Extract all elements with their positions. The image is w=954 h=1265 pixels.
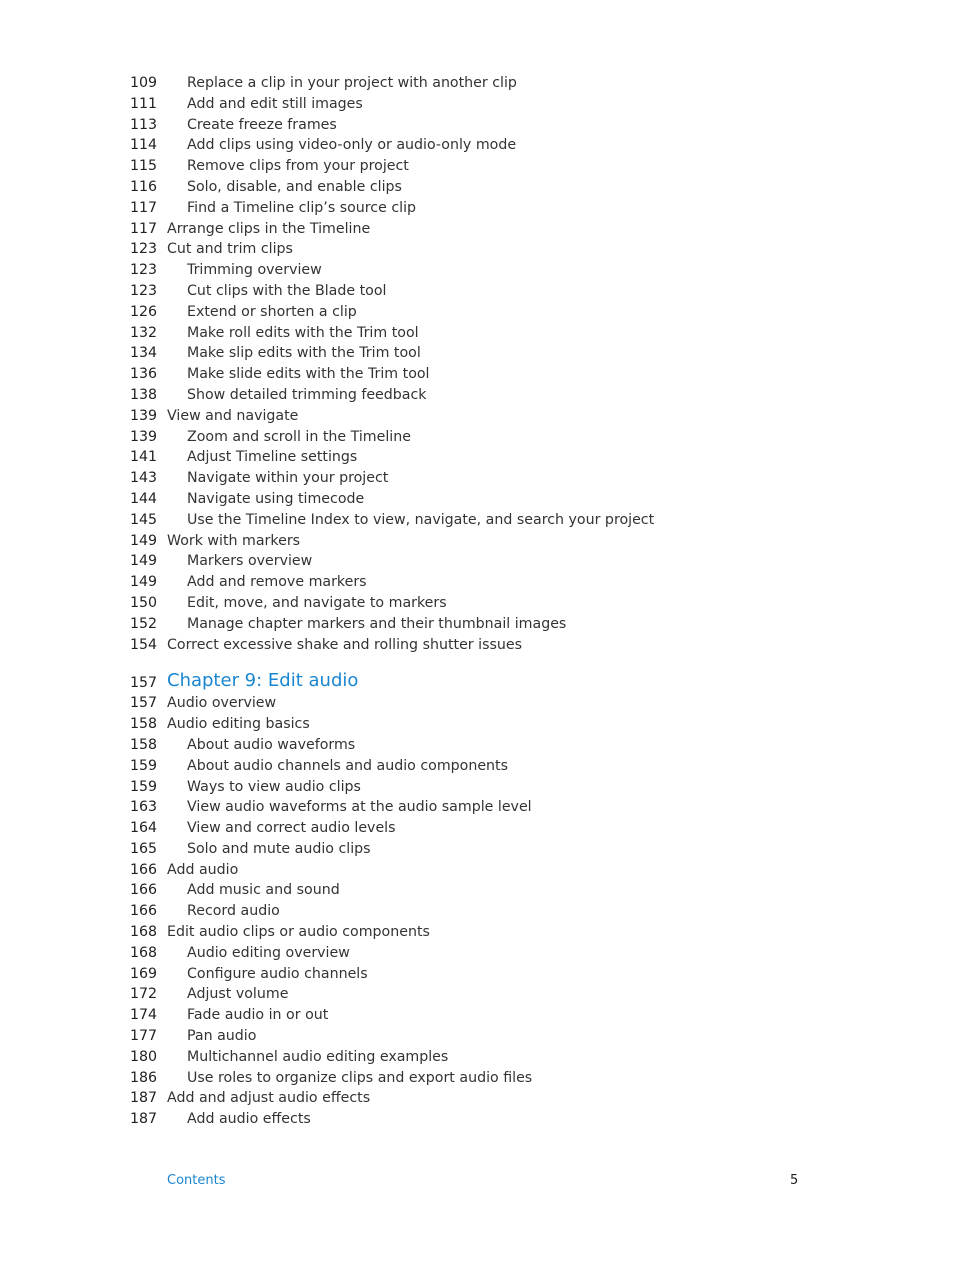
toc-entry-title[interactable]: View and navigate (167, 407, 299, 424)
toc-page-number: 158 (130, 716, 158, 733)
toc-entry[interactable] (0, 177, 954, 198)
toc-page-number: 113 (130, 116, 158, 133)
chapter-title[interactable]: Chapter 9: Edit audio (167, 670, 359, 692)
toc-page-number: 186 (130, 1069, 158, 1086)
toc-entry-title[interactable]: Find a Timeline clip’s source clip (187, 199, 417, 216)
toc-page-number: 187 (130, 1111, 158, 1128)
toc-entry-title[interactable]: Add and edit still images (187, 95, 363, 112)
toc-entry[interactable] (0, 1047, 954, 1068)
toc-entry-title[interactable]: Markers overview (187, 553, 313, 570)
toc-entry-title[interactable]: About audio channels and audio components (187, 757, 508, 774)
toc-entry[interactable] (0, 797, 954, 818)
toc-entry-title[interactable]: Audio editing overview (187, 944, 350, 961)
toc-entry-title[interactable]: About audio waveforms (187, 736, 356, 753)
toc-entry[interactable] (0, 551, 954, 572)
toc-entry-title[interactable]: Add audio (167, 861, 239, 878)
toc-page-number: 172 (130, 986, 158, 1003)
toc-page-number: 149 (130, 532, 158, 549)
toc-page-number: 145 (130, 511, 158, 528)
toc-page-number: 123 (130, 282, 158, 299)
toc-entry[interactable] (0, 489, 954, 510)
toc-entry-title[interactable]: Record audio (187, 903, 280, 920)
toc-page-number: 117 (130, 220, 158, 237)
toc-page-number: 115 (130, 158, 158, 175)
toc-entry-title[interactable]: Extend or shorten a clip (187, 303, 357, 320)
toc-page-number: 158 (130, 736, 158, 753)
toc-page-number: 138 (130, 386, 158, 403)
toc-entry[interactable] (0, 343, 954, 364)
toc-entry[interactable] (0, 1026, 954, 1047)
toc-entry-title[interactable]: Adjust volume (187, 986, 289, 1003)
toc-page-number: 157 (130, 695, 158, 712)
toc-page-number: 169 (130, 965, 158, 982)
toc-entry-title[interactable]: Zoom and scroll in the Timeline (187, 428, 411, 445)
toc-entry-title[interactable]: Edit, move, and navigate to markers (187, 594, 447, 611)
toc-entry[interactable] (0, 943, 954, 964)
footer-section-link[interactable]: Contents (167, 1173, 226, 1188)
toc-entry[interactable] (0, 1005, 954, 1026)
toc-entry-title[interactable]: Add and remove markers (187, 574, 367, 591)
toc-entry-title[interactable]: Create freeze frames (187, 116, 337, 133)
chapter-heading[interactable] (0, 669, 954, 693)
toc-entry-title[interactable]: Work with markers (167, 532, 301, 549)
toc-entry[interactable] (0, 984, 954, 1005)
toc-entry[interactable] (0, 635, 954, 656)
toc-entry[interactable] (0, 1088, 954, 1109)
toc-entry[interactable] (0, 593, 954, 614)
toc-entry[interactable] (0, 693, 954, 714)
toc-entry[interactable] (0, 880, 954, 901)
toc-page-number: 134 (130, 345, 158, 362)
toc-entry-title[interactable]: Cut clips with the Blade tool (187, 282, 387, 299)
toc-page-number: 174 (130, 1007, 158, 1024)
toc-page-number: 141 (130, 449, 158, 466)
toc-entry-title[interactable]: Audio overview (167, 695, 277, 712)
toc-entry-title[interactable]: Solo and mute audio clips (187, 840, 371, 857)
toc-page-number: 159 (130, 757, 158, 774)
toc-entry[interactable] (0, 468, 954, 489)
toc-page-number: 166 (130, 861, 158, 878)
toc-page-number: 149 (130, 553, 158, 570)
toc-page-number: 180 (130, 1048, 158, 1065)
toc-entry[interactable] (0, 427, 954, 448)
toc-page-number: 168 (130, 944, 158, 961)
toc-entry-title[interactable]: Configure audio channels (187, 965, 368, 982)
toc-page-number: 123 (130, 262, 158, 279)
toc-page-number: 109 (130, 75, 158, 91)
toc-entry[interactable] (0, 964, 954, 985)
toc-entry-title[interactable]: Fade audio in or out (187, 1007, 329, 1024)
toc-entry-title[interactable]: View and correct audio levels (187, 820, 396, 837)
toc-entry-title[interactable]: Trimming overview (187, 262, 322, 279)
toc-entry-title[interactable]: Make slide edits with the Trim tool (187, 366, 430, 383)
toc-entry[interactable] (0, 1109, 954, 1130)
toc-page-number: 123 (130, 241, 158, 258)
toc-entry-title[interactable]: Add clips using video-only or audio-only mode (187, 137, 517, 154)
toc-page-number: 136 (130, 366, 158, 383)
toc-entry-title[interactable]: Navigate using timecode (187, 490, 365, 507)
toc-entry-title[interactable]: Add music and sound (187, 882, 340, 899)
toc-entry-title[interactable]: Show detailed trimming feedback (187, 386, 427, 403)
toc-entry-title[interactable]: Audio editing basics (167, 716, 310, 733)
toc-entry[interactable] (0, 860, 954, 881)
toc-entries-after-chapter (0, 693, 954, 1130)
toc-entry[interactable] (0, 135, 954, 156)
toc-entry-title[interactable]: Ways to view audio clips (187, 778, 361, 795)
toc-entry-title[interactable]: View audio waveforms at the audio sample level (187, 799, 532, 816)
toc-page-number: 168 (130, 924, 158, 941)
toc-entry[interactable] (0, 735, 954, 756)
toc-entry[interactable] (0, 839, 954, 860)
toc-entry[interactable] (0, 714, 954, 735)
toc-entry[interactable] (0, 447, 954, 468)
toc-entry-title[interactable]: Use roles to organize clips and export audio files (187, 1069, 533, 1086)
toc-entry-title[interactable]: Cut and trim clips (167, 241, 293, 258)
toc-page-number: 159 (130, 778, 158, 795)
toc-entry-title[interactable]: Make roll edits with the Trim tool (187, 324, 419, 341)
toc-entry-title[interactable]: Edit audio clips or audio components (167, 924, 430, 941)
toc-entry-title[interactable]: Adjust Timeline settings (187, 449, 358, 466)
toc-entry[interactable] (0, 510, 954, 531)
toc-entry[interactable] (0, 281, 954, 302)
toc-page-number: 116 (130, 178, 158, 195)
toc-page-number: 111 (130, 95, 158, 112)
toc-entry[interactable] (0, 198, 954, 219)
toc-entry[interactable] (0, 901, 954, 922)
toc-entry-title[interactable]: Make slip edits with the Trim tool (187, 345, 421, 362)
toc-page-number: 152 (130, 615, 158, 632)
toc-page-number: 149 (130, 574, 158, 591)
toc-page-number: 164 (130, 820, 158, 837)
toc-entry[interactable] (0, 614, 954, 635)
toc-entry[interactable] (0, 572, 954, 593)
toc-entry[interactable] (0, 73, 954, 94)
toc-entry[interactable] (0, 406, 954, 427)
toc-page-number: 126 (130, 303, 158, 320)
toc-page-number: 177 (130, 1028, 158, 1045)
toc-entry-title[interactable]: Replace a clip in your project with another clip (187, 75, 517, 91)
toc-page-number: 132 (130, 324, 158, 341)
toc-entry[interactable] (0, 1068, 954, 1089)
toc-entry[interactable] (0, 156, 954, 177)
toc-entry-title[interactable]: Correct excessive shake and rolling shutter issues (167, 636, 522, 653)
toc-entry[interactable] (0, 115, 954, 136)
toc-entries-before-chapter (0, 73, 954, 655)
footer-page-number: 5 (790, 1173, 799, 1188)
toc-entry-title[interactable]: Add audio effects (187, 1111, 311, 1128)
toc-page-number: 187 (130, 1090, 158, 1107)
toc-entry-title[interactable]: Navigate within your project (187, 470, 389, 487)
chapter-page-number: 157 (130, 675, 158, 692)
toc-page-number: 165 (130, 840, 158, 857)
toc-entry[interactable] (0, 219, 954, 240)
toc-page-number: 139 (130, 428, 158, 445)
toc-entry-title[interactable]: Solo, disable, and enable clips (187, 178, 402, 195)
toc-entry-title[interactable]: Use the Timeline Index to view, navigate, and search your project (187, 511, 655, 528)
toc-page-number: 139 (130, 407, 158, 424)
table-of-contents (0, 73, 954, 1130)
toc-entry-title[interactable]: Pan audio (187, 1028, 257, 1045)
toc-entry[interactable] (0, 922, 954, 943)
toc-page-number: 166 (130, 882, 158, 899)
toc-page-number: 163 (130, 799, 158, 816)
toc-page-number: 114 (130, 137, 158, 154)
toc-entry[interactable] (0, 777, 954, 798)
toc-entry[interactable] (0, 323, 954, 344)
toc-entry-title[interactable]: Manage chapter markers and their thumbnail images (187, 615, 567, 632)
toc-entry[interactable] (0, 239, 954, 260)
toc-entry-title[interactable]: Remove clips from your project (187, 158, 409, 175)
toc-entry-title[interactable]: Multichannel audio editing examples (187, 1048, 449, 1065)
toc-page-number: 144 (130, 490, 158, 507)
toc-entry-title[interactable]: Add and adjust audio effects (167, 1090, 371, 1107)
toc-entry[interactable] (0, 94, 954, 115)
toc-entry[interactable] (0, 302, 954, 323)
toc-entry-title[interactable]: Arrange clips in the Timeline (167, 220, 371, 237)
toc-entry[interactable] (0, 756, 954, 777)
toc-entry[interactable] (0, 364, 954, 385)
toc-entry[interactable] (0, 385, 954, 406)
toc-entry[interactable] (0, 531, 954, 552)
toc-entry[interactable] (0, 260, 954, 281)
toc-page-number: 117 (130, 199, 158, 216)
toc-page-number: 150 (130, 594, 158, 611)
toc-page-number: 166 (130, 903, 158, 920)
toc-entry[interactable] (0, 818, 954, 839)
toc-page-number: 154 (130, 636, 158, 653)
toc-page-number: 143 (130, 470, 158, 487)
